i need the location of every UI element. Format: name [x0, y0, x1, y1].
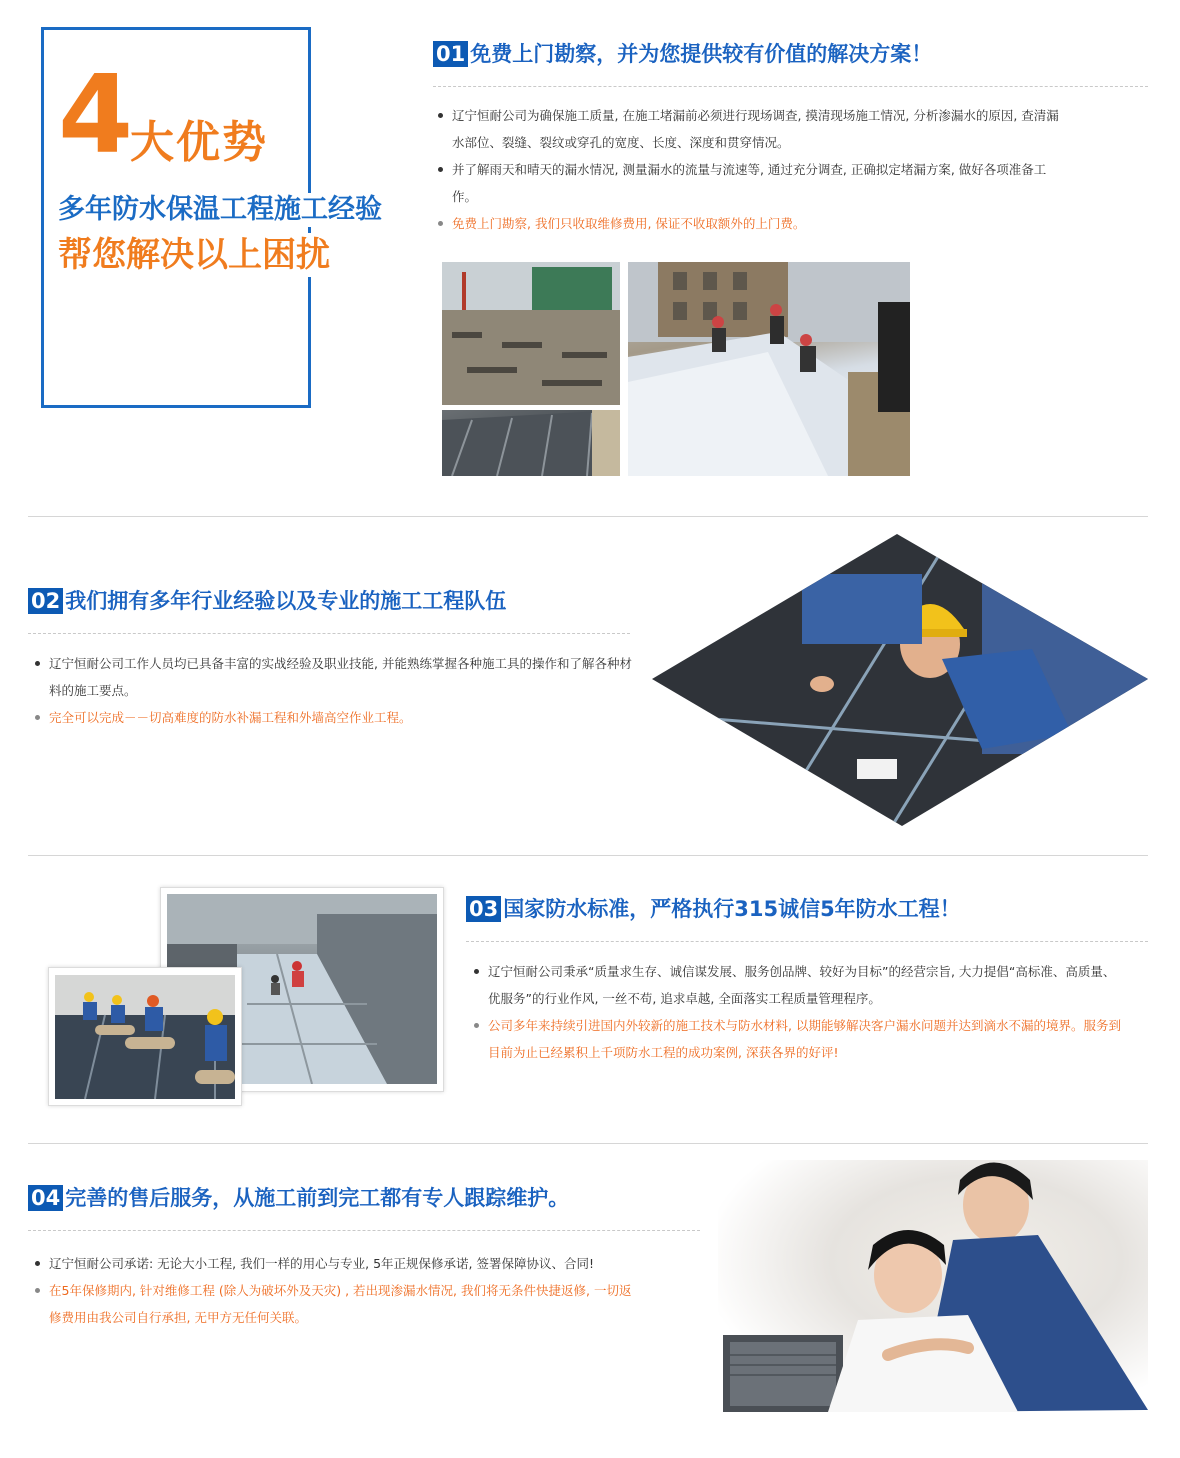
roll-laying-photo-frame: [48, 967, 242, 1106]
section-01-points: [436, 102, 1066, 237]
section-04-heading: [28, 1185, 569, 1211]
list-item-highlight: 免费上门勘察, 我们只收取维修费用, 保证不收取额外的上门费。: [436, 210, 1066, 237]
dashed-divider: [28, 1230, 700, 1231]
section-title: 我们拥有多年行业经验以及专业的施工工程队伍: [65, 589, 507, 613]
worker-diamond-photo: [652, 534, 1148, 826]
hero-word: 大优势: [130, 117, 268, 168]
hero-number: 4: [58, 53, 134, 178]
section-03-heading: [466, 896, 961, 922]
list-item-highlight: 公司多年来持续引进国内外较新的施工技术与防水材料, 以期能够解决客户漏水问题并达到滴水不漏的境界。服务到目前为止已经累积上千项防水工程的成功案例, 深获各界的好评!: [472, 1012, 1122, 1066]
roll-laying-illustration: [55, 975, 235, 1099]
workers-on-roof-illustration: [628, 262, 910, 476]
section-badge: 04: [28, 1185, 63, 1211]
section-divider: [28, 855, 1148, 856]
dashed-divider: [433, 86, 1148, 87]
section-badge: 03: [466, 896, 501, 922]
dashed-divider: [28, 633, 630, 634]
section-title: 国家防水标准，严格执行315诚信5年防水工程！: [503, 897, 961, 921]
membrane-roof-illustration: [442, 410, 620, 476]
list-item-highlight: 完全可以完成－－切高难度的防水补漏工程和外墙高空作业工程。: [33, 704, 643, 731]
section-title: 完善的售后服务，从施工前到完工都有专人跟踪维护。: [65, 1186, 570, 1210]
construction-site-illustration: [442, 262, 620, 405]
list-item: 辽宁恒耐公司工作人员均已具备丰富的实战经验及职业技能, 并能熟练掌握各种施工具的操作和了解各种材料的施工要点。: [33, 650, 643, 704]
list-item-highlight: 在5年保修期内, 针对维修工程 (除人为破坏外及天灾) , 若出现渗漏水情况, 我们将无条件快捷返修, 一切返修费用由我公司自行承担, 无甲方无任何关联。: [33, 1277, 643, 1331]
customer-service-photo: [718, 1160, 1148, 1412]
workers-on-roof-photo: [628, 262, 910, 476]
list-item: 辽宁恒耐公司承诺: 无论大小工程, 我们一样的用心与专业, 5年正规保修承诺, 签署保障协议、合同!: [33, 1250, 643, 1277]
section-03-points: [472, 958, 1122, 1066]
list-item: 辽宁恒耐公司为确保施工质量, 在施工堵漏前必须进行现场调查, 摸清现场施工情况, 分析渗漏水的原因, 查清漏水部位、裂缝、裂纹或穿孔的宽度、长度、深度和贯穿情况。: [436, 102, 1066, 156]
roll-laying-photo: [55, 975, 235, 1099]
dashed-divider: [466, 941, 1148, 942]
section-02-points: [33, 650, 643, 731]
worker-diamond-illustration: [652, 534, 1148, 826]
section-02-heading: [28, 588, 506, 614]
membrane-roof-photo: [442, 410, 620, 476]
hero-subtitle-experience: 多年防水保温工程施工经验: [58, 193, 388, 227]
section-04-points: [33, 1250, 643, 1331]
construction-site-photo: [442, 262, 620, 405]
list-item: 并了解雨天和晴天的漏水情况, 测量漏水的流量与流速等, 通过充分调查, 正确拟定堵漏方案, 做好各项准备工作。: [436, 156, 1066, 210]
list-item: 辽宁恒耐公司秉承“质量求生存、诚信谋发展、服务创品牌、较好为目标”的经营宗旨, 大力提倡“高标准、高质量、优服务”的行业作风, 一丝不苟, 追求卓越, 全面落实工程质量管理程序。: [472, 958, 1122, 1012]
section-badge: 01: [433, 41, 468, 67]
section-title: 免费上门勘察，并为您提供较有价值的解决方案！: [470, 42, 933, 66]
section-01-heading: [433, 41, 932, 67]
section-badge: 02: [28, 588, 63, 614]
section-divider: [28, 516, 1148, 517]
section-divider: [28, 1143, 1148, 1144]
hero-subtitle-solve: 帮您解决以上困扰: [58, 233, 336, 277]
customer-service-illustration: [718, 1160, 1148, 1412]
